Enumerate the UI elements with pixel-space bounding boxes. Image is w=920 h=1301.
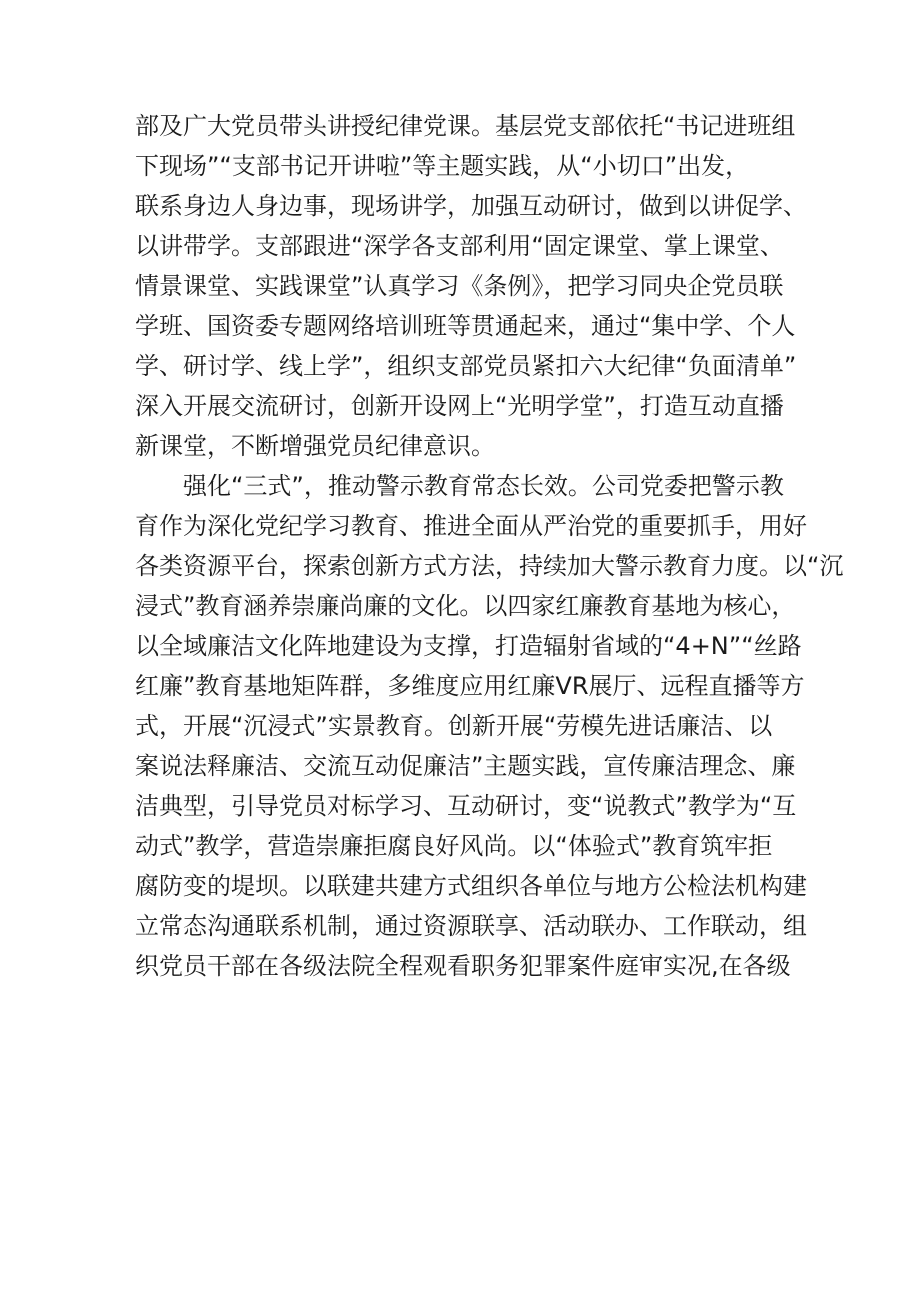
text-line: 腐防变的堤坝。以联建共建方式组织各单位与地方公检法机构建 bbox=[135, 872, 807, 900]
text-line: 育作为深化党纪学习教育、推进全面从严治党的重要抓手，用好 bbox=[135, 512, 807, 540]
text-line: 学、研讨学、线上学”，组织支部党员紧扣六大纪律“负面清单” bbox=[135, 352, 797, 380]
body-text bbox=[135, 106, 844, 986]
text-line: 以全域廉洁文化阵地建设为支撑，打造辐射省域的“4+N”“丝路 bbox=[135, 632, 802, 660]
text-line: 以讲带学。支部跟进“深学各支部利用“固定课堂、掌上课堂、 bbox=[135, 232, 784, 260]
text-line: 洁典型，引导党员对标学习、互动研讨，变“说教式”教学为“互 bbox=[135, 792, 797, 820]
text-line: 新课堂，不断增强党员纪律意识。 bbox=[135, 432, 495, 460]
text-line: 各类资源平台，探索创新方式方法，持续加大警示教育力度。以“沉 bbox=[135, 552, 844, 580]
text-line: 式，开展“沉浸式”实景教育。创新开展“劳模先进话廉洁、以 bbox=[135, 712, 773, 740]
text-line: 下现场”“支部书记开讲啦”等主题实践，从“小切口”出发， bbox=[135, 152, 750, 180]
text-line: 立常态沟通联系机制，通过资源联享、活动联办、工作联动，组 bbox=[135, 912, 807, 940]
text-line: 部及广大党员带头讲授纪律党课。基层党支部依托“书记进班组 bbox=[135, 112, 796, 140]
text-line: 深入开展交流研讨，创新开设网上“光明学堂”，打造互动直播 bbox=[135, 392, 784, 420]
text-line: 学班、国资委专题网络培训班等贯通起来，通过“集中学、个人 bbox=[135, 312, 796, 340]
text-line: 动式”教学，营造崇廉拒腐良好风尚。以“体验式”教育筑牢拒 bbox=[135, 832, 773, 860]
text-line: 浸式”教育涵养崇廉尚廉的文化。以四家红廉教育基地为核心， bbox=[135, 592, 796, 620]
text-line: 情景课堂、实践课堂”认真学习《条例》，把学习同央企党员联 bbox=[135, 272, 784, 300]
text-line: 联系身边人身边事，现场讲学，加强互动研讨，做到以讲促学、 bbox=[135, 192, 807, 220]
paragraph-first-line: 强化“三式”，推动警示教育常态长效。公司党委把警示教 bbox=[183, 472, 784, 500]
text-line: 红廉”教育基地矩阵群，多维度应用红廉VR展厅、远程直播等方 bbox=[135, 672, 805, 700]
text-line: 案说法释廉洁、交流互动促廉洁”主题实践，宣传廉洁理念、廉 bbox=[135, 752, 796, 780]
text-line: 织党员干部在各级法院全程观看职务犯罪案件庭审实况,在各级 bbox=[135, 952, 791, 980]
